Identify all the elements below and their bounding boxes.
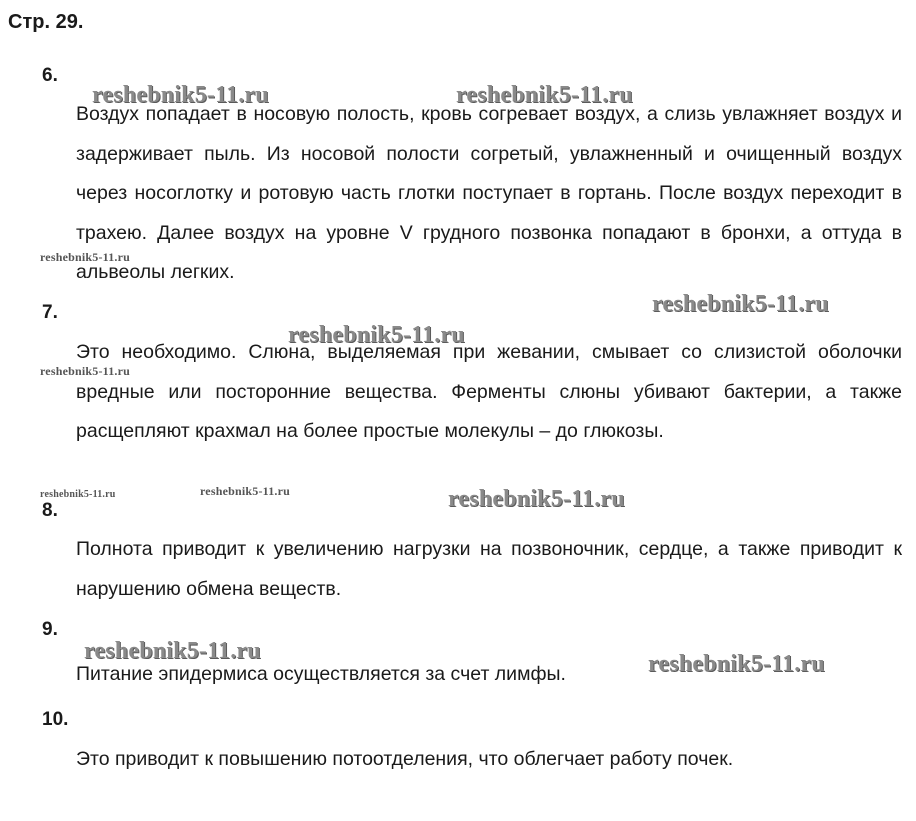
question-number-6: 6.	[42, 65, 58, 86]
answer-text-9: Питание эпидермиса осуществляется за счет лимфы.	[76, 663, 566, 685]
watermark: reshebnik5-11.ru	[40, 250, 130, 264]
watermark: reshebnik5-11.ru	[652, 291, 829, 317]
watermark: reshebnik5-11.ru	[648, 651, 825, 677]
question-number-10: 10.	[42, 709, 69, 730]
answer-text-7: Это необходимо. Слюна, выделяемая при жевании, смывает со слизистой оболочки вредные или посторонние вещества. Ферменты слюны убивают бактерии, а также расщепляют крахмал на более простые молекулы – до глюкозы.	[76, 341, 902, 442]
answer-text-8: Полнота приводит к увеличению нагрузки на позвоночник, сердце, а также приводит к нарушению обмена веществ.	[76, 538, 902, 600]
question-number-9: 9.	[42, 619, 58, 640]
watermark: reshebnik5-11.ru	[200, 484, 290, 498]
watermark: reshebnik5-11.ru	[92, 82, 269, 108]
answer-text-10: Это приводит к повышению потоотделения, что облегчает работу почек.	[76, 748, 734, 770]
watermark: reshebnik5-11.ru	[288, 322, 465, 348]
page-title: Стр. 29.	[8, 11, 84, 33]
watermark: reshebnik5-11.ru	[448, 486, 625, 512]
watermark: reshebnik5-11.ru	[84, 638, 261, 664]
question-number-8: 8.	[42, 500, 58, 521]
watermark: reshebnik5-11.ru	[456, 82, 633, 108]
watermark: reshebnik5-11.ru	[40, 364, 130, 378]
answer-text-6: Воздух попадает в носовую полость, кровь согревает воздух, а слизь увлажняет воздух и задерживает пыль. Из носовой полости согретый, увлажненный и очищенный воздух через носоглотку и ротовую часть глотки поступает в гортань. После воздух переходит в трахею. Далее воздух на уровне V грудного позвонка попадают в бронхи, а оттуда в альвеолы легких.	[76, 103, 902, 283]
watermark: reshebnik5-11.ru	[40, 489, 116, 500]
question-number-7: 7.	[42, 302, 58, 323]
